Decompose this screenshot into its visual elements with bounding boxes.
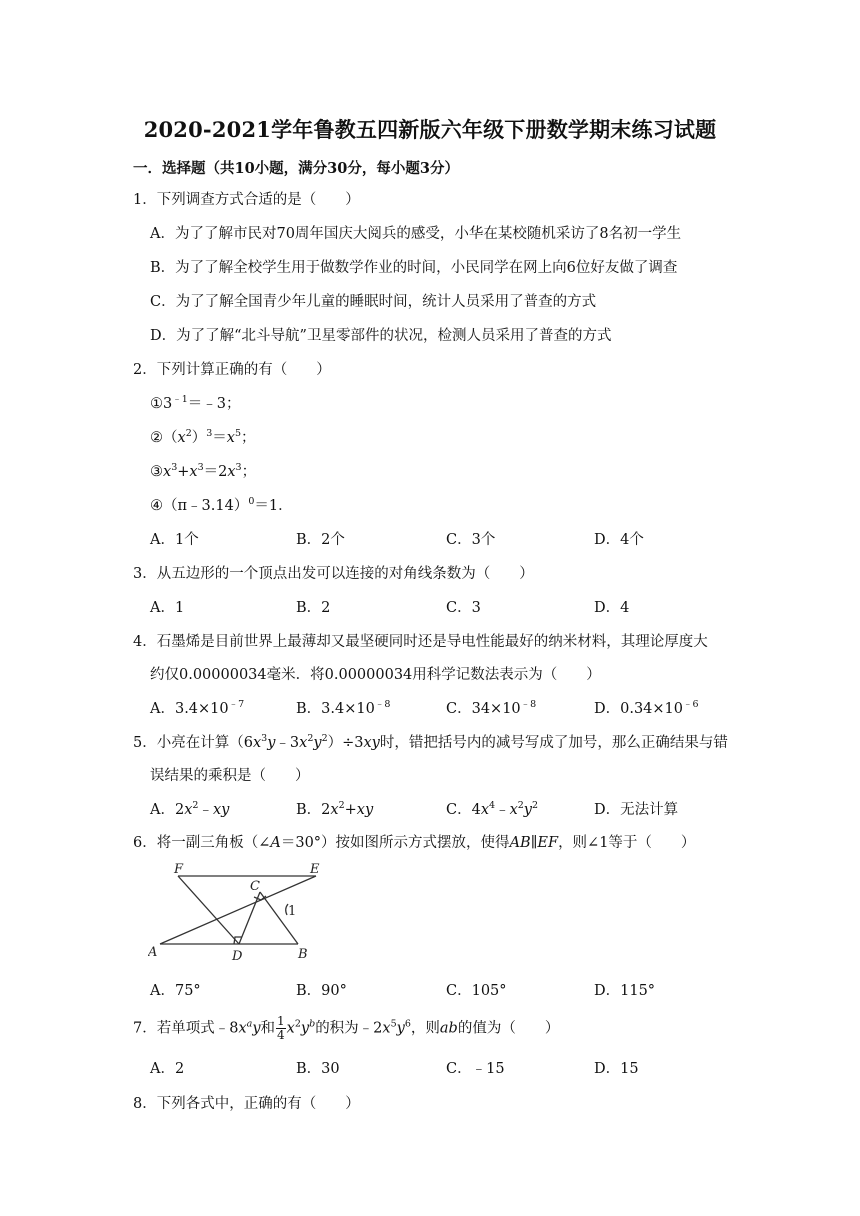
question-1-option-c: C．为了了解全国青少年儿童的睡眠时间，统计人员采用了普查的方式 [150,294,597,310]
question-6-option-d: D．115° [594,983,656,999]
question-3-option-a: A．1 [150,600,185,616]
label-e: E [310,862,320,877]
question-2-option-a: A．1个 [150,532,199,548]
fraction-one-quarter: $\frac{1}{4}$ [277,1014,285,1042]
label-1: 1 [288,904,297,919]
right-angle-mark-c [254,896,266,900]
question-5-option-a: A．$2x^2﹣xy$ [150,800,230,818]
question-5-option-b: B．$2x^2+xy$ [296,800,374,818]
question-4-stem-line-2: 约仅0.00000034毫米．将0.00000034用科学记数法表示为（ ） [150,667,601,683]
question-3-option-c: C．3 [446,600,481,616]
question-2-statement-3: $③x^3+x^3=2x^3$； [150,462,257,480]
question-4-option-d: D．$0.34\times 10^{﹣6}$ [594,699,699,717]
question-2-statement-1: $①3^{﹣1}=﹣3$； [150,394,241,412]
page-title: 2020-2021学年鲁教五四新版六年级下册数学期末练习试题 [143,117,717,142]
question-1-option-a: A．为了了解市民对70周年国庆大阅兵的感受，小华在某校随机采访了8名初一学生 [150,226,682,242]
question-2-option-b: B．2个 [296,532,345,548]
question-2-statement-2: $②(x^2)^3=x^5$； [150,428,256,446]
question-4-option-a: A．$3.4\times 10^{﹣7}$ [150,699,245,717]
question-7-option-c: C．﹣15 [446,1061,505,1077]
question-7-option-d: D．15 [594,1061,639,1077]
question-5-option-c: C．$4x^4﹣x^2y^2$ [446,800,539,818]
question-6-option-a: A．75° [150,983,201,999]
question-2-statement-4: ④（π﹣3.14）$^0$＝1． [150,496,293,514]
question-6-option-c: C．105° [446,983,507,999]
label-f: F [174,862,184,877]
question-6-option-b: B．90° [296,983,347,999]
question-7-option-b: B．30 [296,1061,340,1077]
question-2-stem: 2．下列计算正确的有（ ） [133,362,331,378]
question-6-stem: 6．将一副三角板（∠A＝30°）按如图所示方式摆放，使得AB∥EF，则∠1等于（ ） [133,835,696,851]
question-5-stem-line-1: 5．小亮在计算$(6x^3y﹣3x^2y^2)\div 3xy$时，错把括号内的减号写成了加号，那么正确结果与错 [133,733,728,751]
question-4-option-b: B．$3.4\times 10^{﹣8}$ [296,699,391,717]
question-8-stem: 8．下列各式中，正确的有（ ） [133,1096,360,1112]
question-2-option-c: C．3个 [446,532,496,548]
question-7-stem: 7．若单项式$﹣8x^ay$和 $\frac{1}{4}$ $x^2y^b$的积为$﹣2x^5y^6$，则ab的值为（ ） [133,1014,560,1042]
line-dc [239,892,260,944]
question-3-stem: 3．从五边形的一个顶点出发可以连接的对角线条数为（ ） [133,566,534,582]
question-2-option-d: D．4个 [594,532,644,548]
question-3-option-d: D．4 [594,600,630,616]
question-1-stem: 1．下列调查方式合适的是（ ） [133,192,360,208]
triangle-figure [148,862,338,962]
label-c: C [250,879,260,894]
question-1-option-b: B．为了了解全校学生用于做数学作业的时间，小民同学在网上向6位好友做了调查 [150,260,678,276]
label-a: A [148,945,158,960]
label-b: B [298,947,308,962]
label-d: D [232,949,243,962]
line-fd [178,876,239,944]
question-7-option-a: A．2 [150,1061,185,1077]
question-3-option-b: B．2 [296,600,331,616]
question-5-stem-line-2: 误结果的乘积是（ ） [150,768,310,784]
question-4-stem-line-1: 4．石墨烯是目前世界上最薄却又最坚硬同时还是导电性能最好的纳米材料，其理论厚度大 [133,634,708,650]
section-heading: 一．选择题（共10小题，满分30分，每小题3分） [133,160,459,177]
question-5-option-d: D．无法计算 [594,802,679,818]
question-1-option-d: D．为了了解“北斗导航”卫星零部件的状况，检测人员采用了普查的方式 [150,328,612,344]
question-4-option-c: C．$34\times 10^{﹣8}$ [446,699,537,717]
